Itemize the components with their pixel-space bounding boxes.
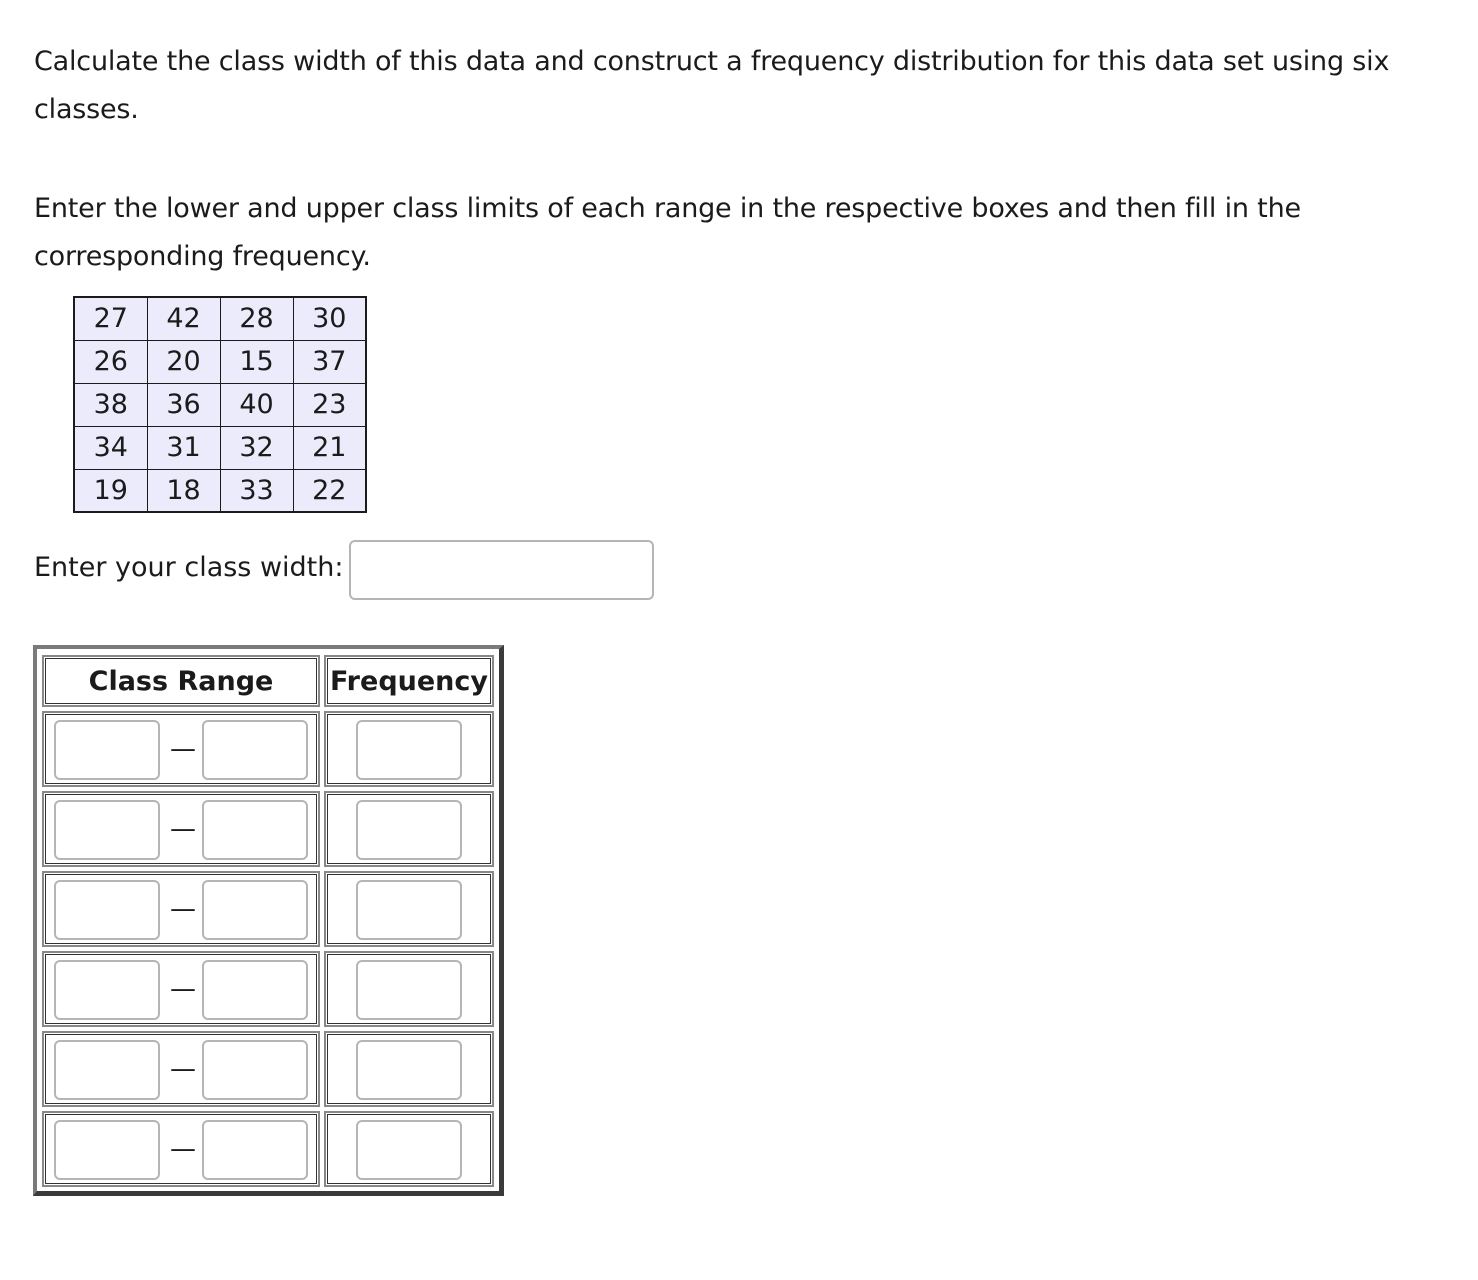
data-cell: 36 (147, 383, 220, 426)
frequency-cell (324, 871, 494, 947)
data-cell: 37 (293, 340, 366, 383)
data-cell: 15 (220, 340, 293, 383)
frequency-distribution-table (33, 645, 504, 1196)
upper-limit-input[interactable] (202, 800, 308, 860)
data-set-table (73, 296, 367, 513)
frequency-input[interactable] (356, 1120, 462, 1180)
data-cell: 23 (293, 383, 366, 426)
class-range-cell (42, 871, 320, 947)
data-cell: 27 (74, 297, 147, 340)
frequency-cell (324, 791, 494, 867)
class-range-cell (42, 1031, 320, 1107)
data-cell: 31 (147, 426, 220, 469)
lower-limit-input[interactable] (54, 800, 160, 860)
class-range-cell (42, 1111, 320, 1187)
class-width-input[interactable] (349, 540, 654, 600)
frequency-header: Frequency (324, 655, 494, 707)
class-range-header: Class Range (42, 655, 320, 707)
data-cell: 26 (74, 340, 147, 383)
data-cell: 21 (293, 426, 366, 469)
class-range-cell (42, 711, 320, 787)
frequency-input[interactable] (356, 720, 462, 780)
range-separator: — (170, 974, 196, 1004)
upper-limit-input[interactable] (202, 1120, 308, 1180)
data-row (74, 383, 366, 426)
frequency-cell (324, 951, 494, 1027)
frequency-input[interactable] (356, 1040, 462, 1100)
data-row (74, 340, 366, 383)
range-separator: — (170, 1054, 196, 1084)
data-row (74, 426, 366, 469)
upper-limit-input[interactable] (202, 880, 308, 940)
frequency-cell (324, 1031, 494, 1107)
data-cell: 34 (74, 426, 147, 469)
class-range-cell (42, 791, 320, 867)
range-separator: — (170, 1134, 196, 1164)
data-row (74, 297, 366, 340)
upper-limit-input[interactable] (202, 720, 308, 780)
data-cell: 19 (74, 469, 147, 512)
data-cell: 30 (293, 297, 366, 340)
data-cell: 42 (147, 297, 220, 340)
instruction-class-width: Calculate the class width of this data and construct a frequency distribution for this data set using six classes. (34, 46, 1390, 125)
range-separator: — (170, 814, 196, 844)
class-width-label: Enter your class width: (34, 552, 344, 583)
upper-limit-input[interactable] (202, 1040, 308, 1100)
lower-limit-input[interactable] (54, 1120, 160, 1180)
class-range-cell (42, 951, 320, 1027)
frequency-input[interactable] (356, 960, 462, 1020)
lower-limit-input[interactable] (54, 960, 160, 1020)
data-cell: 20 (147, 340, 220, 383)
instruction-class-limits: Enter the lower and upper class limits of each range in the respective boxes and then fill in the corresponding frequency. (34, 193, 1301, 272)
data-cell: 28 (220, 297, 293, 340)
upper-limit-input[interactable] (202, 960, 308, 1020)
range-separator: — (170, 894, 196, 924)
frequency-input[interactable] (356, 800, 462, 860)
data-cell: 33 (220, 469, 293, 512)
frequency-cell (324, 711, 494, 787)
data-cell: 38 (74, 383, 147, 426)
lower-limit-input[interactable] (54, 720, 160, 780)
data-cell: 18 (147, 469, 220, 512)
data-cell: 32 (220, 426, 293, 469)
frequency-input[interactable] (356, 880, 462, 940)
data-cell: 22 (293, 469, 366, 512)
frequency-cell (324, 1111, 494, 1187)
data-cell: 40 (220, 383, 293, 426)
data-row (74, 469, 366, 512)
range-separator: — (170, 734, 196, 764)
lower-limit-input[interactable] (54, 880, 160, 940)
lower-limit-input[interactable] (54, 1040, 160, 1100)
